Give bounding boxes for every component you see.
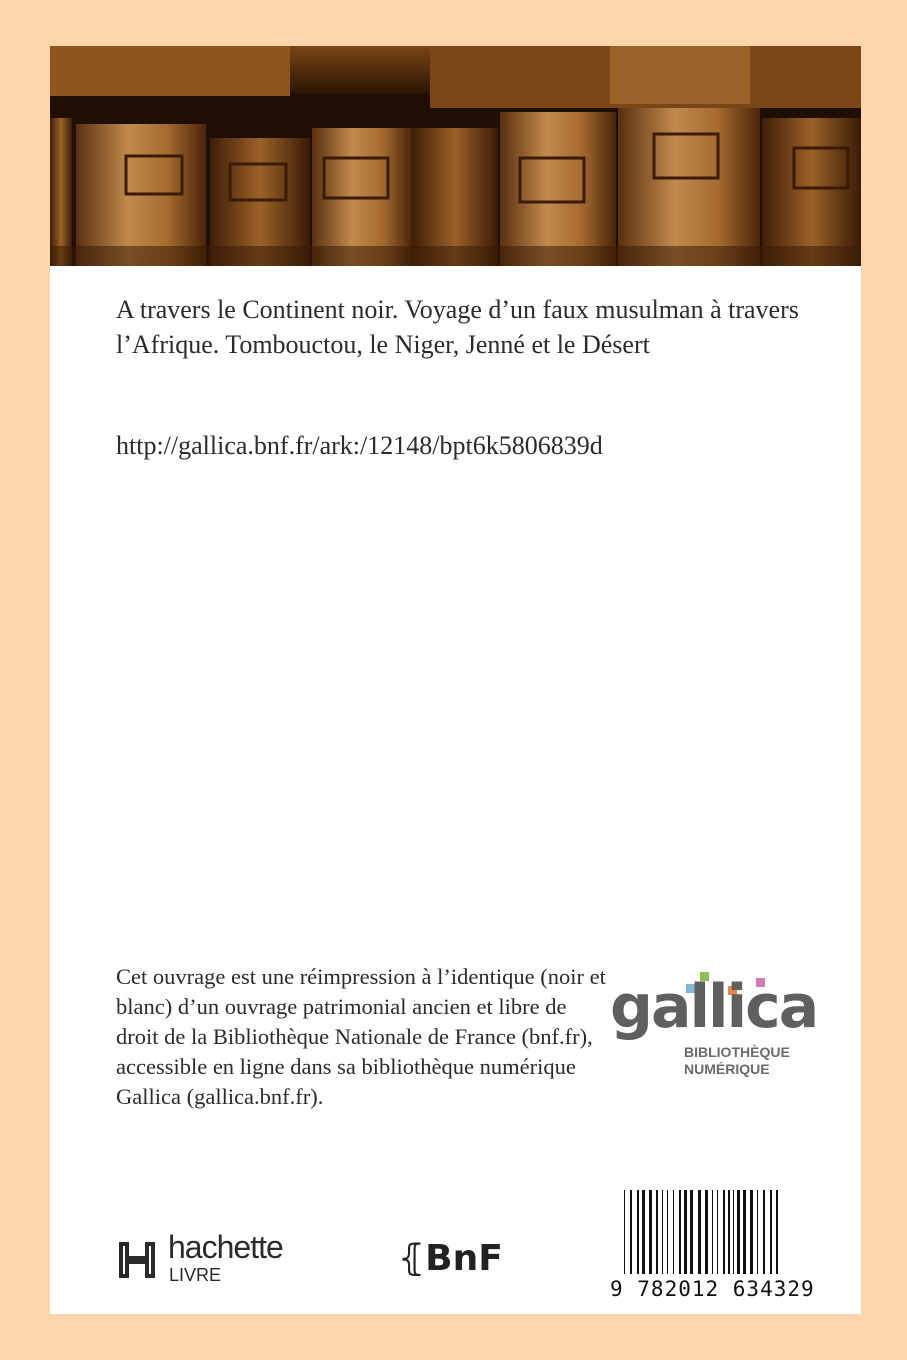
back-cover [50,46,861,1314]
barcode-bar [757,1190,758,1274]
barcode-bar [728,1190,730,1274]
barcode-bar [690,1190,693,1274]
hachette-subtitle: LIVRE [169,1265,222,1285]
book-title: A travers le Continent noir. Voyage d’un faux musulman à travers l’Afrique. Tombouctou, le Niger, Jenné et le Désert [116,295,799,359]
barcode-bar [662,1190,663,1274]
barcode-bar [737,1190,740,1274]
gallica-wordmark: gallica [610,972,818,1042]
barcode-bar [717,1190,718,1274]
book-url[interactable]: http://gallica.bnf.fr/ark:/12148/bpt6k5806839d [116,431,603,460]
barcode-bar [743,1190,746,1274]
barcode-bar [750,1190,753,1274]
barcode-bar [684,1190,687,1274]
barcode-bar [698,1190,701,1274]
barcode-bar [705,1190,708,1274]
barcode-bar [656,1190,658,1274]
bnf-wordmark: BnF [425,1238,503,1279]
barcode-bar [673,1190,674,1274]
barcode-bars [610,1186,834,1276]
barcode-bar [624,1190,625,1274]
barcode-digits: 9 782012 634329 [610,1277,815,1301]
bnf-logo [398,1238,503,1280]
barcode-bar [770,1190,772,1274]
barcode-bar [642,1190,645,1274]
hachette-wordmark: hachette [168,1229,283,1265]
barcode-bar [733,1190,734,1274]
gallica-subtitle-line1: BIBLIOTHÈQUE [684,1044,790,1060]
hachette-logo [116,1231,316,1291]
barcode-bar [667,1190,668,1274]
hachette-h-icon [116,1239,158,1281]
barcode-bar [637,1190,639,1274]
book-spines-illustration [50,46,861,266]
barcode-bar [649,1190,652,1274]
banner-image [50,46,861,266]
gallica-subtitle-line2: NUMÉRIQUE [684,1061,770,1077]
barcode-bar [776,1190,778,1274]
bnf-bracket-icon: ⦃ [398,1238,426,1279]
gallica-subtitle [684,1044,814,1078]
barcode-bar [763,1190,765,1274]
barcode-bar [630,1190,632,1274]
gallica-logo [610,964,818,1104]
isbn-barcode [610,1186,834,1304]
reprint-notice: Cet ouvrage est une réimpression à l’identique (noir et blanc) d’un ouvrage patrimonial ancien et libre de droit de la Bibliothèque Nationale de France (bnf.fr), accessible en ligne dans sa bibliothèque numérique Gallica (gallica.bnf.fr). [116,964,606,1109]
barcode-bar [679,1190,681,1274]
barcode-bar [712,1190,713,1274]
barcode-bar [723,1190,725,1274]
